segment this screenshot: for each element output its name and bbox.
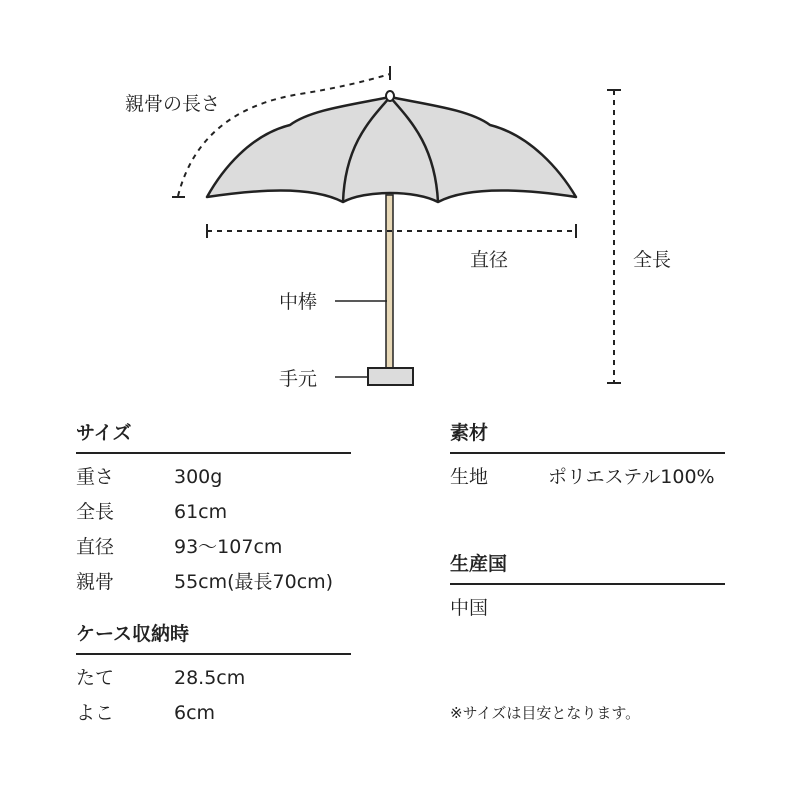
umbrella-shaft [386,195,393,370]
size-diameter-label: 直径 [76,536,115,558]
material-title: 素材 [450,422,725,454]
diameter-label: 直径 [470,249,509,271]
rib-length-label: 親骨の長さ [125,93,221,115]
material-fabric-label: 生地 [450,466,489,488]
size-weight-value: 300g [174,466,223,488]
size-rib-value: 55cm(最長70cm) [174,571,334,593]
size-row-total-length [76,495,351,530]
size-diameter-value: 93〜107cm [174,536,283,558]
size-row-weight [76,460,351,495]
material-row-fabric [450,460,725,495]
handle-label: 手元 [279,368,318,390]
size-total-length-label: 全長 [76,501,115,523]
case-width-label: よこ [76,702,115,724]
size-title: サイズ [76,422,351,454]
material-section [450,422,725,495]
case-height-label: たて [76,667,115,689]
size-row-rib [76,565,351,600]
umbrella-handle [368,368,413,385]
origin-value: 中国 [450,597,489,619]
size-rib-label: 親骨 [76,571,115,593]
umbrella-tip [386,91,394,101]
size-section [76,422,351,600]
material-rows [450,454,725,495]
case-title: ケース収納時 [76,623,351,655]
origin-row [450,591,725,626]
size-total-length-value: 61cm [174,501,228,523]
size-rows [76,454,351,600]
size-row-diameter [76,530,351,565]
umbrella-canopy [207,97,576,202]
origin-title: 生産国 [450,553,725,585]
origin-rows [450,585,725,626]
case-width-value: 6cm [174,702,216,724]
origin-section [450,553,725,626]
case-section [76,623,351,731]
case-rows [76,655,351,731]
case-row-width [76,696,351,731]
material-fabric-value: ポリエステル100% [548,466,715,488]
size-note: ※サイズは目安となります。 [450,704,641,722]
total-length-label: 全長 [633,249,672,271]
shaft-label: 中棒 [279,291,318,313]
size-weight-label: 重さ [76,466,115,488]
case-height-value: 28.5cm [174,667,246,689]
case-row-height [76,661,351,696]
